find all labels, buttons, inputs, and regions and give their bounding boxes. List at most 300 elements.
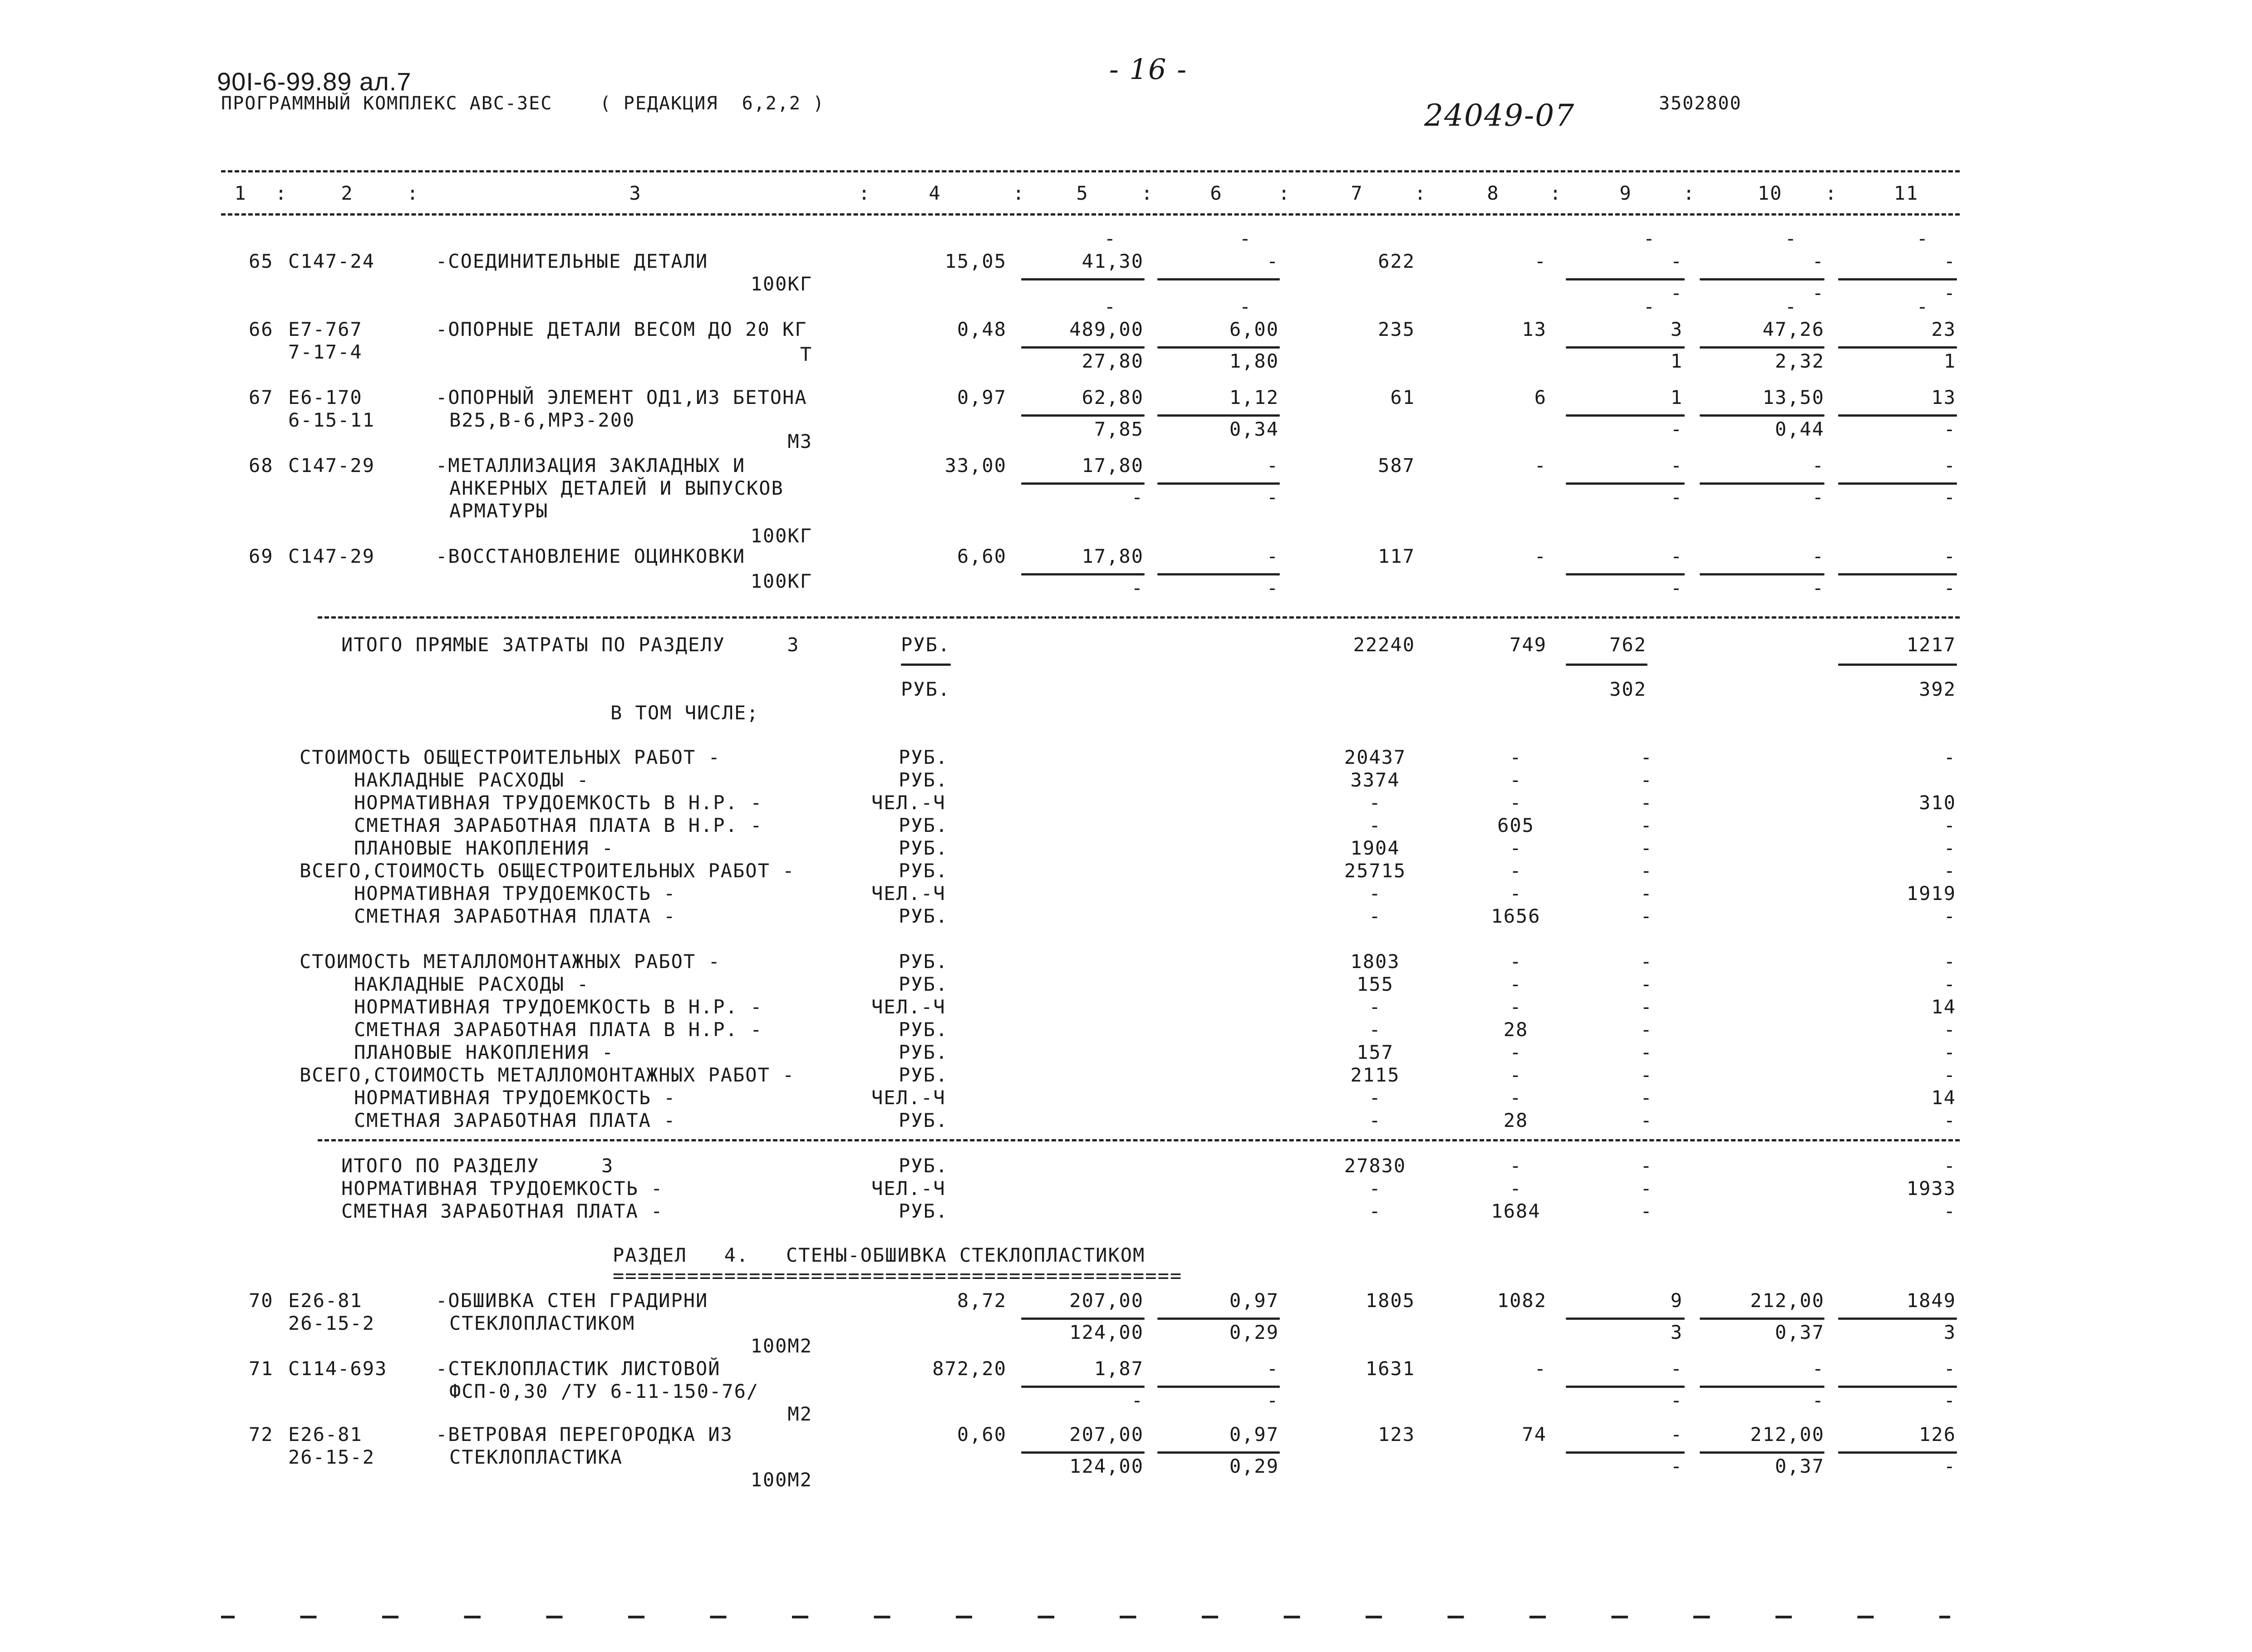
cell-c11: 13 (1931, 386, 1956, 408)
cell-c9: - (1670, 545, 1683, 567)
cell-rule (1157, 414, 1280, 417)
cell-lower-c9: 3 (1670, 1321, 1683, 1343)
cell-c11: 126 (1919, 1423, 1956, 1446)
cell-rule (1021, 1318, 1145, 1320)
section-total-c7: 27830 (1344, 1155, 1406, 1177)
summary-c11: 1919 (1906, 882, 1956, 905)
page-number: - 16 - (1109, 53, 1188, 86)
summary-label: ПЛАНОВЫЕ НАКОПЛЕНИЯ - (354, 837, 615, 859)
summary-c7: - (1369, 1109, 1382, 1131)
row-number: 70 (249, 1289, 274, 1312)
summary-c11: - (1943, 746, 1956, 768)
summary-c9: - (1640, 1087, 1653, 1109)
summary-c9: - (1640, 996, 1653, 1018)
cell-rule (1838, 573, 1957, 575)
section-total-label: ИТОГО ПО РАЗДЕЛУ 3 (341, 1155, 614, 1177)
cell-c8: 13 (1522, 318, 1547, 340)
summary-c11: 14 (1931, 1087, 1956, 1109)
cell-lower-c5: 124,00 (1069, 1455, 1144, 1477)
summary-unit: РУБ. (899, 860, 949, 882)
summary-c8: - (1510, 792, 1522, 814)
section-total-c8: - (1510, 1177, 1522, 1200)
section-total-c9: - (1640, 1155, 1653, 1177)
summary-unit: РУБ. (899, 814, 949, 836)
summary-c7: - (1369, 996, 1382, 1018)
cell-c9: - (1670, 454, 1683, 477)
row-code: Е6-170 (288, 386, 363, 408)
cell-c5: 41,30 (1082, 250, 1144, 272)
column-header: 5 (1076, 182, 1089, 204)
summary-c11: - (1943, 837, 1956, 859)
summary-unit: РУБ. (899, 973, 949, 995)
row-code: Е26-81 (288, 1423, 363, 1446)
summary-label: ВСЕГО,СТОИМОСТЬ ОБЩЕСТРОИТЕЛЬНЫХ РАБОТ - (300, 860, 795, 882)
summary-unit: РУБ. (899, 1109, 949, 1131)
row-unit: 100М2 (750, 1335, 812, 1357)
section-total-label: СМЕТНАЯ ЗАРАБОТНАЯ ПЛАТА - (341, 1200, 664, 1222)
cell-c6: - (1266, 1357, 1279, 1380)
summary-c9: - (1640, 1064, 1653, 1086)
summary-label: НОРМАТИВНАЯ ТРУДОЕМКОСТЬ В Н.Р. - (354, 996, 763, 1018)
row-description: -ОПОРНЫЕ ДЕТАЛИ ВЕСОМ ДО 20 КГ (436, 318, 807, 340)
row-description-line2: СТЕКЛОПЛАСТИКА (449, 1446, 623, 1468)
cell-rule (1021, 1386, 1145, 1388)
cell-lower-c9: - (1670, 1389, 1683, 1411)
row-unit: 100М2 (750, 1469, 812, 1491)
row-code-sub: 26-15-2 (288, 1312, 375, 1334)
totals-c7: 22240 (1353, 634, 1415, 656)
cell-c4: 0,60 (957, 1423, 1007, 1446)
summary-c8: - (1510, 769, 1522, 791)
cell-c7: 1805 (1365, 1289, 1415, 1312)
column-header: : (1278, 182, 1291, 204)
cell-c10: - (1812, 454, 1824, 477)
cell-lower-c6: - (1266, 577, 1279, 599)
summary-c11: - (1943, 860, 1956, 882)
cell-c8: - (1534, 1357, 1547, 1380)
cell-lower-c11: - (1943, 486, 1956, 508)
summary-c7: - (1369, 882, 1382, 905)
totals-rule (318, 616, 1960, 619)
cell-lower-c11: 1 (1943, 350, 1956, 372)
cell-lower-c6: 1,80 (1229, 350, 1279, 372)
cell-lower-c9: - (1670, 486, 1683, 508)
column-header: : (275, 182, 288, 204)
cell-c7: 622 (1378, 250, 1415, 272)
summary-c9: - (1640, 746, 1653, 768)
summary-label: СМЕТНАЯ ЗАРАБОТНАЯ ПЛАТА - (354, 1109, 676, 1131)
cell-c9: - (1670, 1423, 1683, 1446)
totals-unit: РУБ. (901, 634, 951, 656)
summary-c8: - (1510, 860, 1522, 882)
cell-c8: - (1534, 250, 1547, 272)
cell-lower-c6: - (1266, 1389, 1279, 1411)
summary-c8: - (1510, 950, 1522, 973)
cell-c5: 1,87 (1094, 1357, 1144, 1380)
cell-rule (1700, 414, 1824, 417)
cell-c7: 61 (1390, 386, 1415, 408)
summary-c7: 20437 (1344, 746, 1406, 768)
summary-label: ПЛАНОВЫЕ НАКОПЛЕНИЯ - (354, 1041, 615, 1063)
cell-rule (1021, 346, 1145, 349)
cell-lower-c5: 7,85 (1094, 418, 1144, 440)
cell-rule (1700, 1386, 1824, 1388)
cell-lower-c10: 0,37 (1775, 1455, 1824, 1477)
summary-c7: - (1369, 792, 1382, 814)
row-description: -СОЕДИНИТЕЛЬНЫЕ ДЕТАЛИ (436, 250, 708, 272)
cell-rule (1838, 346, 1957, 349)
row-unit: 100КГ (750, 273, 812, 295)
summary-c8: 28 (1503, 1109, 1529, 1131)
row-description-line2: В25,В-6,МРЗ-200 (449, 409, 635, 431)
row-description-line3: АРМАТУРЫ (449, 500, 549, 522)
summary-c8: - (1510, 973, 1522, 995)
summary-label: СМЕТНАЯ ЗАРАБОТНАЯ ПЛАТА - (354, 905, 676, 927)
summary-unit: ЧЕЛ.-Ч (871, 792, 946, 814)
cell-c4: 872,20 (932, 1357, 1007, 1380)
summary-unit: РУБ. (899, 837, 949, 859)
cell-c8: 74 (1522, 1423, 1547, 1446)
cell-lower-c9: - (1670, 577, 1683, 599)
cell-rule (1021, 573, 1145, 575)
row-description: -ВЕТРОВАЯ ПЕРЕГОРОДКА ИЗ (436, 1423, 733, 1446)
cell-rule (1566, 1318, 1685, 1320)
totals-c9b: 302 (1609, 678, 1647, 700)
cell-rule (1566, 573, 1685, 575)
cell-lower-c6: 0,34 (1229, 418, 1279, 440)
row-code-sub: 6-15-11 (288, 409, 375, 431)
cell-lower-c5: - (1131, 486, 1144, 508)
row-unit: М3 (787, 430, 812, 452)
summary-unit: РУБ. (899, 950, 949, 973)
summary-c9: - (1640, 1109, 1653, 1131)
cell-rule (1700, 346, 1824, 349)
cell-c11: 23 (1931, 318, 1956, 340)
section-total-c11: - (1943, 1155, 1956, 1177)
row-description: -ОПОРНЫЙ ЭЛЕМЕНТ ОД1,ИЗ БЕТОНА (436, 386, 807, 408)
cell-c4: 0,48 (957, 318, 1007, 340)
column-header: 9 (1619, 182, 1632, 204)
cell-lower-c6: 0,29 (1229, 1455, 1279, 1477)
cell-rule (1566, 1386, 1685, 1388)
summary-c8: - (1510, 746, 1522, 768)
totals-rule-unit (901, 664, 951, 666)
summary-label: СМЕТНАЯ ЗАРАБОТНАЯ ПЛАТА В Н.Р. - (354, 814, 763, 836)
cell-lower-c5: 124,00 (1069, 1321, 1144, 1343)
row-unit: 100КГ (750, 525, 812, 547)
totals-c9: 762 (1609, 634, 1647, 656)
cell-c9: 1 (1670, 386, 1683, 408)
row-code: С114-693 (288, 1357, 388, 1380)
summary-c8: 28 (1503, 1018, 1529, 1041)
summary-unit: РУБ. (899, 1064, 949, 1086)
summary-c7: 157 (1357, 1041, 1394, 1063)
cell-rule (1157, 1386, 1280, 1388)
summary-unit: РУБ. (899, 769, 949, 791)
section-total-c8: 1684 (1491, 1200, 1541, 1222)
summary-c9: - (1640, 1041, 1653, 1063)
summary-c11: 310 (1919, 792, 1956, 814)
cell-c6: 6,00 (1229, 318, 1279, 340)
cell-lower-c10: 0,44 (1775, 418, 1824, 440)
including-label: В ТОМ ЧИСЛЕ; (610, 702, 759, 724)
summary-label: ВСЕГО,СТОИМОСТЬ МЕТАЛЛОМОНТАЖНЫХ РАБОТ - (300, 1064, 795, 1086)
summary-c11: - (1943, 1064, 1956, 1086)
cell-rule (1838, 482, 1957, 485)
summary-c7: - (1369, 1087, 1382, 1109)
summary-label: НОРМАТИВНАЯ ТРУДОЕМКОСТЬ В Н.Р. - (354, 792, 763, 814)
cell-c9: 3 (1670, 318, 1683, 340)
cell-c7: 587 (1378, 454, 1415, 477)
bottom-dash-line (221, 1616, 1950, 1618)
cell-above-c11: - (1916, 227, 1929, 250)
summary-label: СТОИМОСТЬ МЕТАЛЛОМОНТАЖНЫХ РАБОТ - (300, 950, 721, 973)
cell-rule (1566, 278, 1685, 280)
column-header: : (1141, 182, 1154, 204)
column-header: 2 (341, 182, 354, 204)
cell-c10: 212,00 (1750, 1423, 1824, 1446)
summary-c7: 3374 (1350, 769, 1400, 791)
cell-lower-c9: - (1670, 282, 1683, 304)
cell-c6: - (1266, 454, 1279, 477)
row-description: -ВОССТАНОВЛЕНИЕ ОЦИНКОВКИ (436, 545, 746, 567)
cell-rule (1700, 482, 1824, 485)
section-4-title: РАЗДЕЛ 4. СТЕНЫ-ОБШИВКА СТЕКЛОПЛАСТИКОМ (613, 1244, 1146, 1266)
cell-rule (1021, 1451, 1145, 1454)
cell-lower-c9: - (1670, 418, 1683, 440)
summary-c11: - (1943, 1018, 1956, 1041)
row-number: 69 (249, 545, 274, 567)
column-header: 7 (1351, 182, 1363, 204)
summary-c9: - (1640, 905, 1653, 927)
section-total-label: НОРМАТИВНАЯ ТРУДОЕМКОСТЬ - (341, 1177, 664, 1200)
cell-c8: 1082 (1497, 1289, 1547, 1312)
cell-c10: 212,00 (1750, 1289, 1824, 1312)
cell-c10: - (1812, 250, 1824, 272)
totals-rule-c9 (1566, 664, 1647, 666)
cell-c10: - (1812, 1357, 1824, 1380)
cell-c4: 0,97 (957, 386, 1007, 408)
cell-rule (1566, 482, 1685, 485)
summary-unit: ЧЕЛ.-Ч (871, 996, 946, 1018)
column-header: 1 (234, 182, 247, 204)
cell-lower-c11: - (1943, 418, 1956, 440)
row-number: 65 (249, 250, 274, 272)
summary-unit: РУБ. (899, 1041, 949, 1063)
summary-c8: - (1510, 1041, 1522, 1063)
cell-rule (1157, 346, 1280, 349)
cell-c11: 1849 (1906, 1289, 1956, 1312)
summary-label: НАКЛАДНЫЕ РАСХОДЫ - (354, 973, 590, 995)
summary-c7: 25715 (1344, 860, 1406, 882)
row-description-line2: СТЕКЛОПЛАСТИКОМ (449, 1312, 635, 1334)
cell-c5: 17,80 (1082, 454, 1144, 477)
row-code: С147-24 (288, 250, 375, 272)
cell-c4: 33,00 (944, 454, 1007, 477)
handwritten-id: 24049-07 (1424, 98, 1575, 133)
row-unit: М2 (787, 1403, 812, 1425)
summary-c8: - (1510, 882, 1522, 905)
column-header: : (1825, 182, 1838, 204)
row-number: 68 (249, 454, 274, 477)
summary-unit: РУБ. (899, 746, 949, 768)
cell-lower-c11: 3 (1943, 1321, 1956, 1343)
cell-c5: 62,80 (1082, 386, 1144, 408)
summary-c7: 1904 (1350, 837, 1400, 859)
cell-c6: 0,97 (1229, 1289, 1279, 1312)
totals-c11: 1217 (1906, 634, 1956, 656)
summary-c11: - (1943, 814, 1956, 836)
totals-c8: 749 (1510, 634, 1547, 656)
cell-rule (1157, 573, 1280, 575)
column-header: : (407, 182, 419, 204)
cell-rule (1021, 278, 1145, 280)
section-total-c11: - (1943, 1200, 1956, 1222)
row-unit: 100КГ (750, 570, 812, 592)
row-unit: Т (800, 343, 812, 365)
cell-rule (1838, 1318, 1957, 1320)
cell-rule (1838, 278, 1957, 280)
summary-c11: - (1943, 1109, 1956, 1131)
row-description-line2: АНКЕРНЫХ ДЕТАЛЕЙ И ВЫПУСКОВ (449, 477, 784, 499)
summary-c9: - (1640, 792, 1653, 814)
summary-c7: - (1369, 1018, 1382, 1041)
cell-lower-c11: - (1943, 1389, 1956, 1411)
cell-above-c6: - (1239, 227, 1252, 250)
cell-lower-c10: - (1812, 1389, 1824, 1411)
cell-rule (1566, 346, 1685, 349)
summary-c8: - (1510, 837, 1522, 859)
cell-c6: 0,97 (1229, 1423, 1279, 1446)
cell-c11: - (1943, 454, 1956, 477)
document-code: 90I-6-99.89 ал.7 (217, 67, 412, 96)
summary-c7: 2115 (1350, 1064, 1400, 1086)
cell-lower-c10: - (1812, 486, 1824, 508)
section-total-c7: - (1369, 1177, 1382, 1200)
column-header: 8 (1487, 182, 1500, 204)
cell-c5: 207,00 (1069, 1289, 1144, 1312)
summary-c9: - (1640, 837, 1653, 859)
cell-lower-c10: - (1812, 577, 1824, 599)
cell-above-c6: - (1239, 295, 1252, 318)
column-header: : (1414, 182, 1427, 204)
cell-lower-c5: - (1131, 1389, 1144, 1411)
summary-c9: - (1640, 882, 1653, 905)
cell-lower-c10: 0,37 (1775, 1321, 1824, 1343)
column-header: : (1683, 182, 1696, 204)
cell-rule (1838, 414, 1957, 417)
cell-c10: - (1812, 545, 1824, 567)
row-code-sub: 7-17-4 (288, 341, 363, 363)
program-title: ПРОГРАММНЫЙ КОМПЛЕКС АВС-3ЕС ( РЕДАКЦИЯ 6,2,2 ) (221, 93, 825, 114)
row-description-line2: ФСП-0,30 /ТУ 6-11-150-76/ (449, 1380, 759, 1402)
summary-c11: - (1943, 1041, 1956, 1063)
column-header: : (1549, 182, 1562, 204)
cell-rule (1021, 482, 1145, 485)
column-header: 10 (1757, 182, 1783, 204)
cell-lower-c11: - (1943, 577, 1956, 599)
cell-c5: 207,00 (1069, 1423, 1144, 1446)
cell-c9: 9 (1670, 1289, 1683, 1312)
cell-lower-c9: 1 (1670, 350, 1683, 372)
header-rule-top (221, 170, 1960, 172)
summary-label: СТОИМОСТЬ ОБЩЕСТРОИТЕЛЬНЫХ РАБОТ - (300, 746, 721, 768)
row-description: -ОБШИВКА СТЕН ГРАДИРНИ (436, 1289, 708, 1312)
cell-c4: 6,60 (957, 545, 1007, 567)
summary-label: СМЕТНАЯ ЗАРАБОТНАЯ ПЛАТА В Н.Р. - (354, 1018, 763, 1041)
summary-c7: - (1369, 905, 1382, 927)
cell-c6: - (1266, 250, 1279, 272)
section-total-c11: 1933 (1906, 1177, 1956, 1200)
cell-c4: 15,05 (944, 250, 1007, 272)
cell-c10: 47,26 (1762, 318, 1824, 340)
row-code: С147-29 (288, 545, 375, 567)
cell-lower-c10: - (1812, 282, 1824, 304)
cell-c11: - (1943, 250, 1956, 272)
cell-c8: - (1534, 454, 1547, 477)
stamp-number: 3502800 (1659, 93, 1742, 114)
cell-c8: 6 (1534, 386, 1547, 408)
totals-rule-c11 (1838, 664, 1957, 666)
summary-c11: - (1943, 973, 1956, 995)
cell-rule (1566, 414, 1685, 417)
cell-rule (1157, 278, 1280, 280)
cell-c9: - (1670, 250, 1683, 272)
cell-c10: 13,50 (1762, 386, 1824, 408)
cell-c4: 8,72 (957, 1289, 1007, 1312)
column-header: : (1013, 182, 1025, 204)
cell-rule (1700, 278, 1824, 280)
row-description: -МЕТАЛЛИЗАЦИЯ ЗАКЛАДНЫХ И (436, 454, 746, 477)
summary-unit: ЧЕЛ.-Ч (871, 882, 946, 905)
column-header: 6 (1210, 182, 1223, 204)
cell-lower-c6: - (1266, 486, 1279, 508)
section-total-c7: - (1369, 1200, 1382, 1222)
summary-label: НОРМАТИВНАЯ ТРУДОЕМКОСТЬ - (354, 882, 676, 905)
cell-rule (1157, 1318, 1280, 1320)
cell-lower-c6: 0,29 (1229, 1321, 1279, 1343)
cell-above-c9: - (1643, 227, 1656, 250)
cell-rule (1157, 482, 1280, 485)
summary-c11: 14 (1931, 996, 1956, 1018)
section-total-c8: - (1510, 1155, 1522, 1177)
cell-c6: 1,12 (1229, 386, 1279, 408)
summary-c9: - (1640, 950, 1653, 973)
cell-rule (1700, 1451, 1824, 1454)
cell-rule (1566, 1451, 1685, 1454)
row-number: 66 (249, 318, 274, 340)
cell-c7: 123 (1378, 1423, 1415, 1446)
section-total-unit: ЧЕЛ.-Ч (871, 1177, 946, 1200)
row-code-sub: 26-15-2 (288, 1446, 375, 1468)
cell-c7: 117 (1378, 545, 1415, 567)
cell-above-c9: - (1643, 295, 1656, 318)
cell-rule (1838, 1386, 1957, 1388)
cell-above-c5: - (1104, 295, 1116, 318)
row-code: Е7-767 (288, 318, 363, 340)
row-number: 67 (249, 386, 274, 408)
cell-c7: 1631 (1365, 1357, 1415, 1380)
summary-c8: - (1510, 996, 1522, 1018)
cell-above-c5: - (1104, 227, 1116, 250)
cell-lower-c5: - (1131, 577, 1144, 599)
summary-c9: - (1640, 814, 1653, 836)
column-header: : (858, 182, 871, 204)
column-header: 4 (929, 182, 941, 204)
summary-c9: - (1640, 860, 1653, 882)
cell-c5: 489,00 (1069, 318, 1144, 340)
column-header: 11 (1893, 182, 1919, 204)
